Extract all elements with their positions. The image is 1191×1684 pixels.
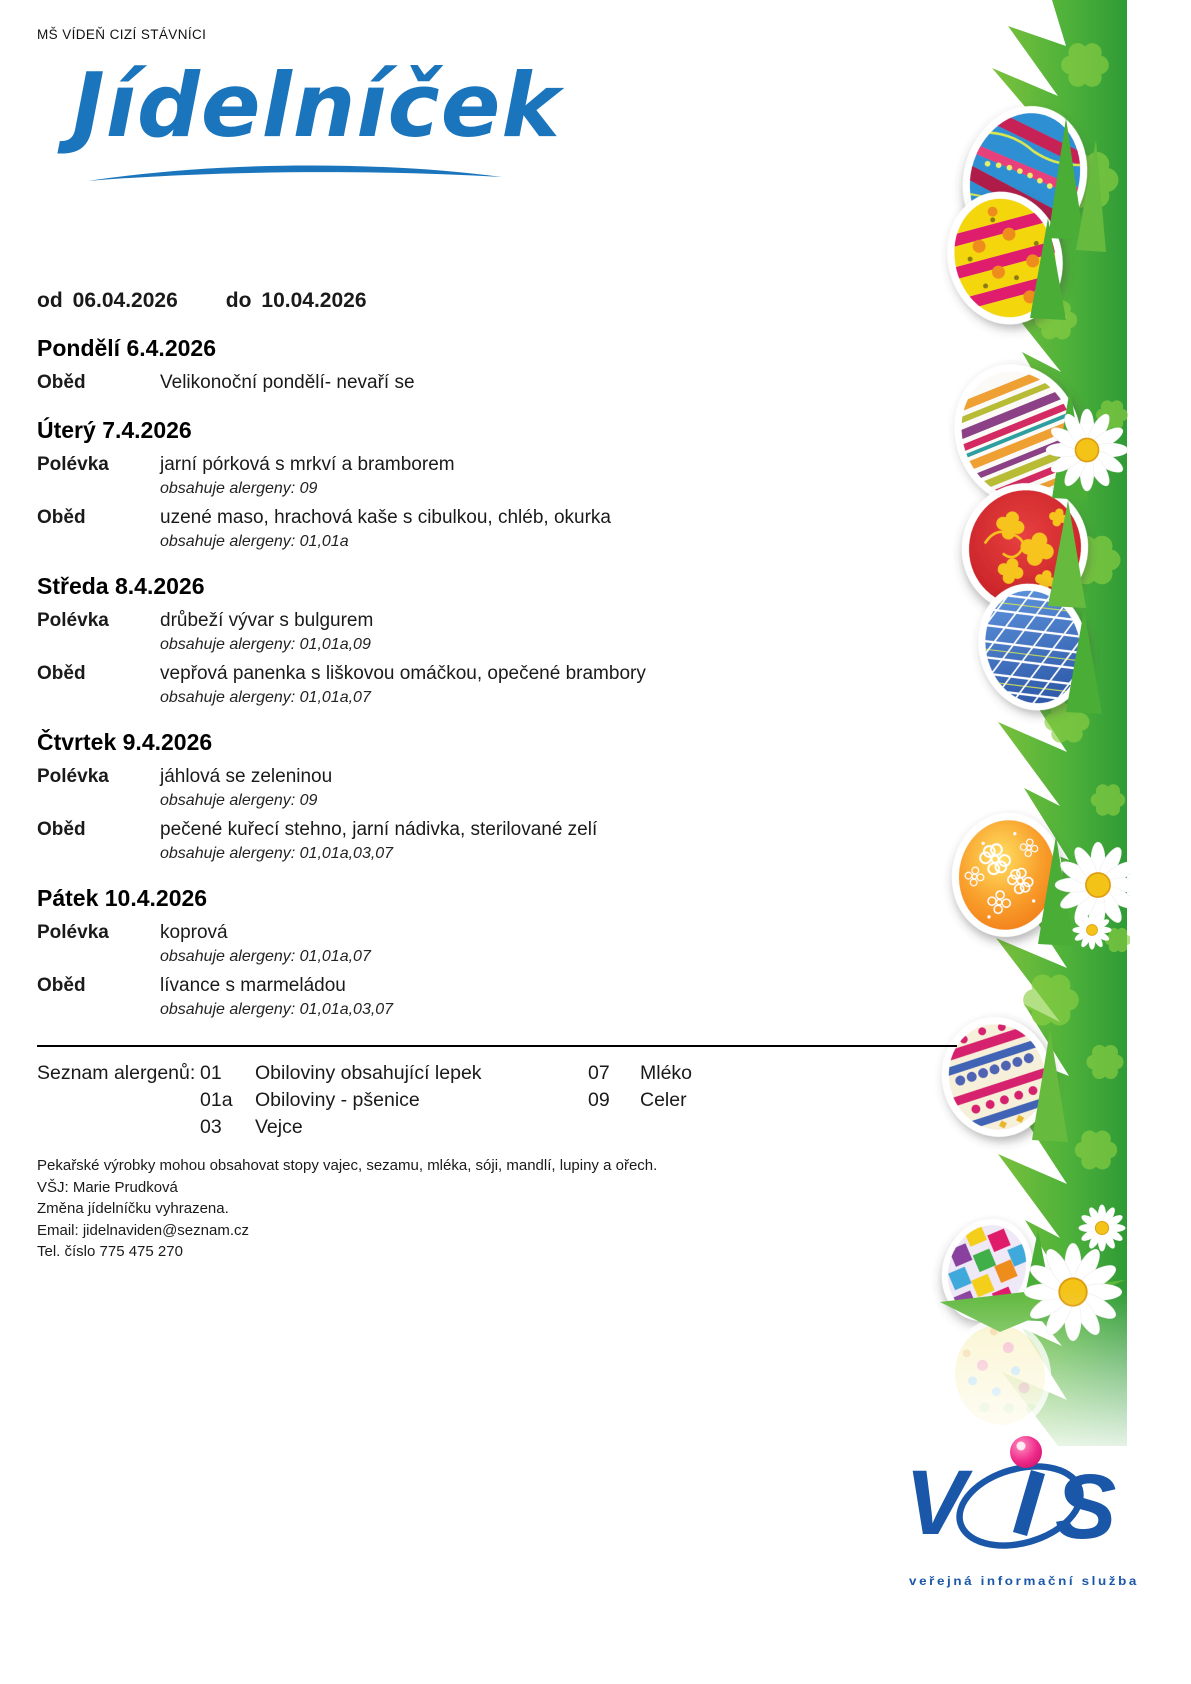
meal-label: Oběd bbox=[37, 975, 86, 997]
allergen-name: Celer bbox=[640, 1089, 687, 1112]
day-section-wednesday bbox=[37, 573, 937, 707]
vis-letter-s: S bbox=[1055, 1456, 1117, 1558]
footer-notes bbox=[37, 1155, 937, 1263]
meal-text: drůbeží vývar s bulgurem bbox=[160, 610, 374, 632]
meal-label: Oběd bbox=[37, 507, 86, 529]
meal-allergens: obsahuje alergeny: 01,01a bbox=[160, 533, 349, 551]
allergen-name: Obiloviny obsahující lepek bbox=[255, 1062, 482, 1085]
day-title: Pátek 10.4.2026 bbox=[37, 885, 208, 912]
legend-row bbox=[37, 1060, 937, 1087]
meal-allergens: obsahuje alergeny: 01,01a,03,07 bbox=[160, 1001, 394, 1019]
jidelnicek-logo bbox=[72, 54, 937, 185]
footer-note-vsj: VŠJ: Marie Prudková bbox=[37, 1178, 178, 1196]
day-section-tuesday bbox=[37, 417, 937, 551]
vis-letter-v: V bbox=[905, 1452, 967, 1554]
meal-row bbox=[37, 609, 937, 654]
footer-note-bakery: Pekařské výrobky mohou obsahovat stopy vajec, sezamu, mléka, sóji, mandlí, lupiny a ořech. bbox=[37, 1157, 658, 1175]
meal-row bbox=[37, 974, 937, 1019]
footer-note-phone: Tel. číslo 775 475 270 bbox=[37, 1243, 183, 1261]
meal-allergens: obsahuje alergeny: 09 bbox=[160, 792, 318, 810]
vis-i-dot-highlight bbox=[1017, 1442, 1026, 1451]
organization-name: MŠ VÍDEŇ CIZÍ STÁVNÍCI bbox=[37, 27, 207, 42]
legend-row bbox=[37, 1087, 937, 1114]
day-title: Středa 8.4.2026 bbox=[37, 573, 205, 600]
day-title: Pondělí 6.4.2026 bbox=[37, 335, 216, 362]
meal-label: Polévka bbox=[37, 454, 109, 476]
meal-label: Oběd bbox=[37, 663, 86, 685]
day-section-thursday bbox=[37, 729, 937, 863]
separator-line bbox=[37, 1045, 957, 1047]
legend-label: Seznam alergenů: bbox=[37, 1062, 196, 1085]
meal-row bbox=[37, 662, 937, 707]
allergen-code: 01a bbox=[200, 1089, 233, 1112]
jidelnicek-logo-text: Jídelníček bbox=[72, 54, 561, 157]
footer-note-change: Změna jídelníčku vyhrazena. bbox=[37, 1200, 229, 1218]
menu-content bbox=[37, 0, 937, 1263]
meal-text: vepřová panenka s liškovou omáčkou, opečené brambory bbox=[160, 663, 646, 685]
meal-row bbox=[37, 921, 937, 966]
allergen-code: 03 bbox=[200, 1116, 222, 1139]
meal-text: uzené maso, hrachová kaše s cibulkou, chléb, okurka bbox=[160, 507, 611, 529]
date-range bbox=[37, 289, 937, 313]
day-section-friday bbox=[37, 885, 937, 1019]
meal-label: Oběd bbox=[37, 819, 86, 841]
meal-text: pečené kuřecí stehno, jarní nádivka, sterilované zelí bbox=[160, 819, 598, 841]
meal-label: Oběd bbox=[37, 372, 86, 394]
meal-row bbox=[37, 818, 937, 863]
meal-row bbox=[37, 453, 937, 498]
allergen-name: Obiloviny - pšenice bbox=[255, 1089, 420, 1112]
allergen-code: 07 bbox=[588, 1062, 610, 1085]
allergen-legend bbox=[37, 1060, 937, 1141]
meal-label: Polévka bbox=[37, 766, 109, 788]
footer-note-email: Email: jidelnaviden@seznam.cz bbox=[37, 1221, 249, 1239]
date-from-label: od bbox=[37, 289, 63, 313]
meal-row bbox=[37, 765, 937, 810]
date-to-label: do bbox=[225, 289, 252, 313]
meal-row bbox=[37, 371, 937, 395]
meal-text: lívance s marmeládou bbox=[160, 975, 346, 997]
meal-text: jáhlová se zeleninou bbox=[160, 766, 333, 788]
legend-row bbox=[37, 1114, 937, 1141]
date-to-value: 10.04.2026 bbox=[261, 289, 367, 313]
meal-allergens: obsahuje alergeny: 01,01a,09 bbox=[160, 636, 371, 654]
meal-allergens: obsahuje alergeny: 09 bbox=[160, 480, 318, 498]
meal-row bbox=[37, 506, 937, 551]
day-title: Úterý 7.4.2026 bbox=[37, 417, 192, 444]
allergen-code: 01 bbox=[200, 1062, 222, 1085]
vis-logo bbox=[905, 1422, 1145, 1597]
meal-allergens: obsahuje alergeny: 01,01a,03,07 bbox=[160, 845, 394, 863]
logo-swoosh-underline bbox=[80, 157, 510, 185]
meal-allergens: obsahuje alergeny: 01,01a,07 bbox=[160, 689, 371, 707]
meal-label: Polévka bbox=[37, 922, 109, 944]
meal-text: koprová bbox=[160, 922, 228, 944]
vis-tagline: veřejná informační služba bbox=[909, 1574, 1139, 1588]
allergen-name: Mléko bbox=[640, 1062, 693, 1085]
vis-letter-i-stem bbox=[1013, 1470, 1045, 1536]
meal-text: jarní pórková s mrkví a bramborem bbox=[160, 454, 455, 476]
vis-i-dot bbox=[1010, 1436, 1042, 1468]
meal-text: Velikonoční pondělí- nevaří se bbox=[160, 372, 415, 394]
day-title: Čtvrtek 9.4.2026 bbox=[37, 729, 213, 756]
day-section-monday bbox=[37, 335, 937, 395]
date-from-value: 06.04.2026 bbox=[72, 289, 178, 313]
allergen-name: Vejce bbox=[255, 1116, 303, 1139]
allergen-code: 09 bbox=[588, 1089, 610, 1112]
meal-allergens: obsahuje alergeny: 01,01a,07 bbox=[160, 948, 371, 966]
meal-label: Polévka bbox=[37, 610, 109, 632]
